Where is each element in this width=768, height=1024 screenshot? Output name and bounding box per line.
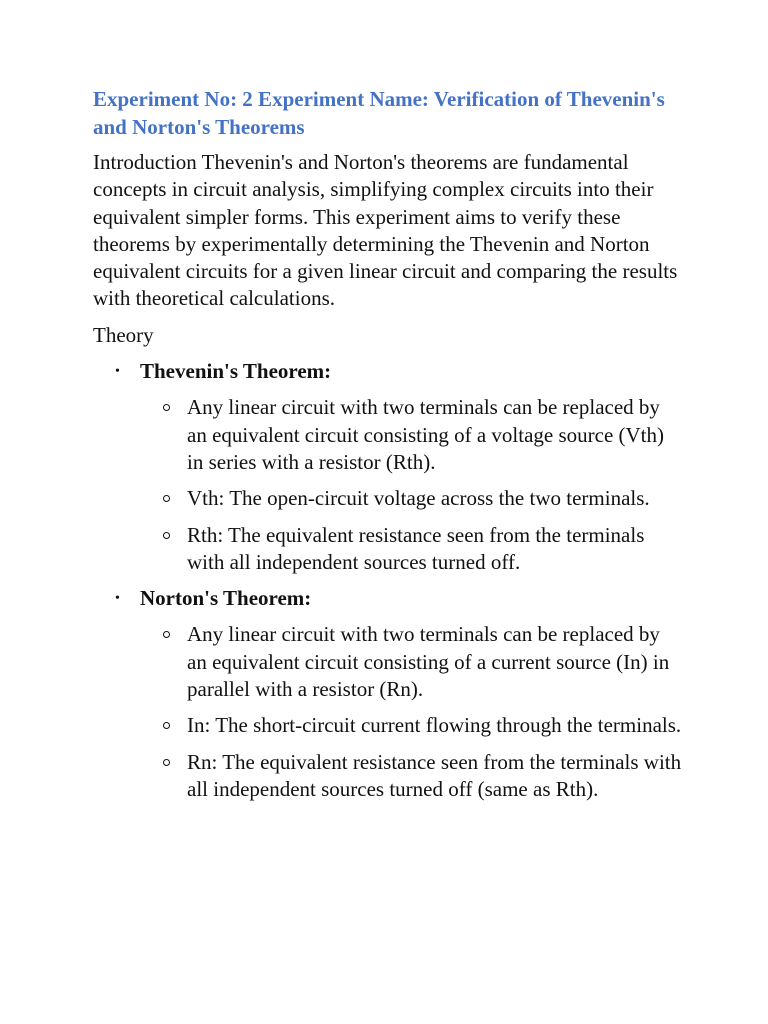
bullet-circle-icon: [163, 495, 170, 502]
document-heading: Experiment No: 2 Experiment Name: Verification of Thevenin's and Norton's Theorems: [93, 87, 665, 139]
theory-label: Theory: [93, 322, 154, 347]
list-item-text: Vth: The open-circuit voltage across the two terminals.: [187, 486, 650, 511]
theory-section-norton: [93, 585, 683, 803]
bullet-disc-icon: •: [115, 364, 120, 380]
list-item: [140, 712, 683, 739]
bullet-circle-icon: [163, 532, 170, 539]
list-item-text: In: The short-circuit current flowing through the terminals.: [187, 713, 682, 738]
list-item-text: Rn: The equivalent resistance seen from the terminals with all independent sources turned off (same as Rth).: [187, 749, 682, 801]
list-item-text: Rth: The equivalent resistance seen from the terminals with all independent sources turned off.: [187, 522, 645, 574]
bullet-circle-icon: [163, 722, 170, 729]
bullet-circle-icon: [163, 404, 170, 411]
theory-list: [93, 358, 683, 803]
list-item: [140, 485, 683, 512]
document-page: [93, 86, 683, 812]
section-items: [140, 394, 683, 576]
list-item: [140, 749, 683, 804]
list-item: [140, 621, 683, 703]
bullet-circle-icon: [163, 759, 170, 766]
list-item: [140, 522, 683, 577]
section-title: Thevenin's Theorem:: [140, 359, 332, 384]
list-item: [140, 394, 683, 476]
introduction-paragraph: Introduction Thevenin's and Norton's theorems are fundamental concepts in circuit analysis, simplifying complex circuits into their equivalent simpler forms. This experiment aims to verify these theorems by experimentally determining the Thevenin and Norton equivalent circuits for a given linear circuit and comparing the results with theoretical calculations.: [93, 150, 678, 311]
section-title: Norton's Theorem:: [140, 586, 312, 611]
section-items: [140, 621, 683, 803]
list-item-text: Any linear circuit with two terminals can be replaced by an equivalent circuit consisting of a current source (In) in parallel with a resistor (Rn).: [187, 622, 670, 702]
bullet-circle-icon: [163, 631, 170, 638]
list-item-text: Any linear circuit with two terminals can be replaced by an equivalent circuit consisting of a voltage source (Vth) in series with a resistor (Rth).: [187, 395, 665, 474]
theory-section-thevenin: [93, 358, 683, 576]
bullet-disc-icon: •: [115, 591, 120, 607]
